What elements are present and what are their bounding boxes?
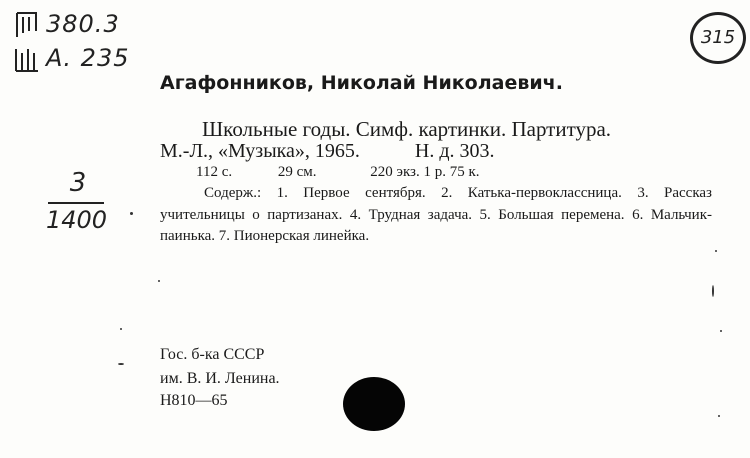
page-count: 112 с. — [196, 164, 233, 180]
title-line: Школьные годы. Симф. картинки. Партитура. — [202, 117, 612, 141]
card-number-stamp: 315 — [690, 12, 746, 64]
speck — [130, 212, 133, 215]
speck — [120, 328, 122, 330]
physical-description — [158, 164, 480, 181]
size: 29 см. — [277, 164, 317, 180]
shelf-mark-icon — [14, 11, 40, 39]
imprint-place: М.-Л., «Музыка», 1965. — [160, 140, 360, 162]
library-name-2: им. В. И. Ленина. — [160, 370, 280, 387]
call-number-text-2: А. 235 — [46, 44, 130, 72]
call-number-line-2 — [14, 44, 129, 73]
call-number-text-1: 380.3 — [46, 10, 120, 38]
card-code: Н810—65 — [160, 392, 228, 409]
copies-price: 220 экз. 1 р. 75 к. — [370, 164, 480, 180]
punch-hole-mark — [343, 377, 405, 431]
contents-note: Содерж.: 1. Первое сентября. 2. Катька-первоклассница. 3. Рассказ учительницы о партизанах. 4. Трудная задача. 5. Большая перемена. 6. Мальчик-паинька. 7. Пионерская линейка. — [160, 185, 712, 244]
accession-numerator: 3 — [69, 168, 87, 198]
accession-divider — [48, 202, 104, 204]
imprint-line — [160, 140, 495, 163]
author-heading: Агафонников, Николай Николаевич. — [160, 72, 563, 94]
speck — [118, 363, 124, 365]
speck — [718, 415, 720, 417]
speck — [158, 280, 160, 282]
speck — [712, 285, 714, 297]
accession-denominator: 1400 — [46, 206, 108, 234]
speck — [720, 330, 722, 332]
imprint-edition: Н. д. 303. — [414, 140, 495, 162]
shelf-mark-icon — [14, 45, 40, 73]
library-name: Гос. б-ка СССР — [160, 346, 265, 363]
speck — [715, 250, 717, 252]
call-number-line-1 — [14, 10, 120, 39]
